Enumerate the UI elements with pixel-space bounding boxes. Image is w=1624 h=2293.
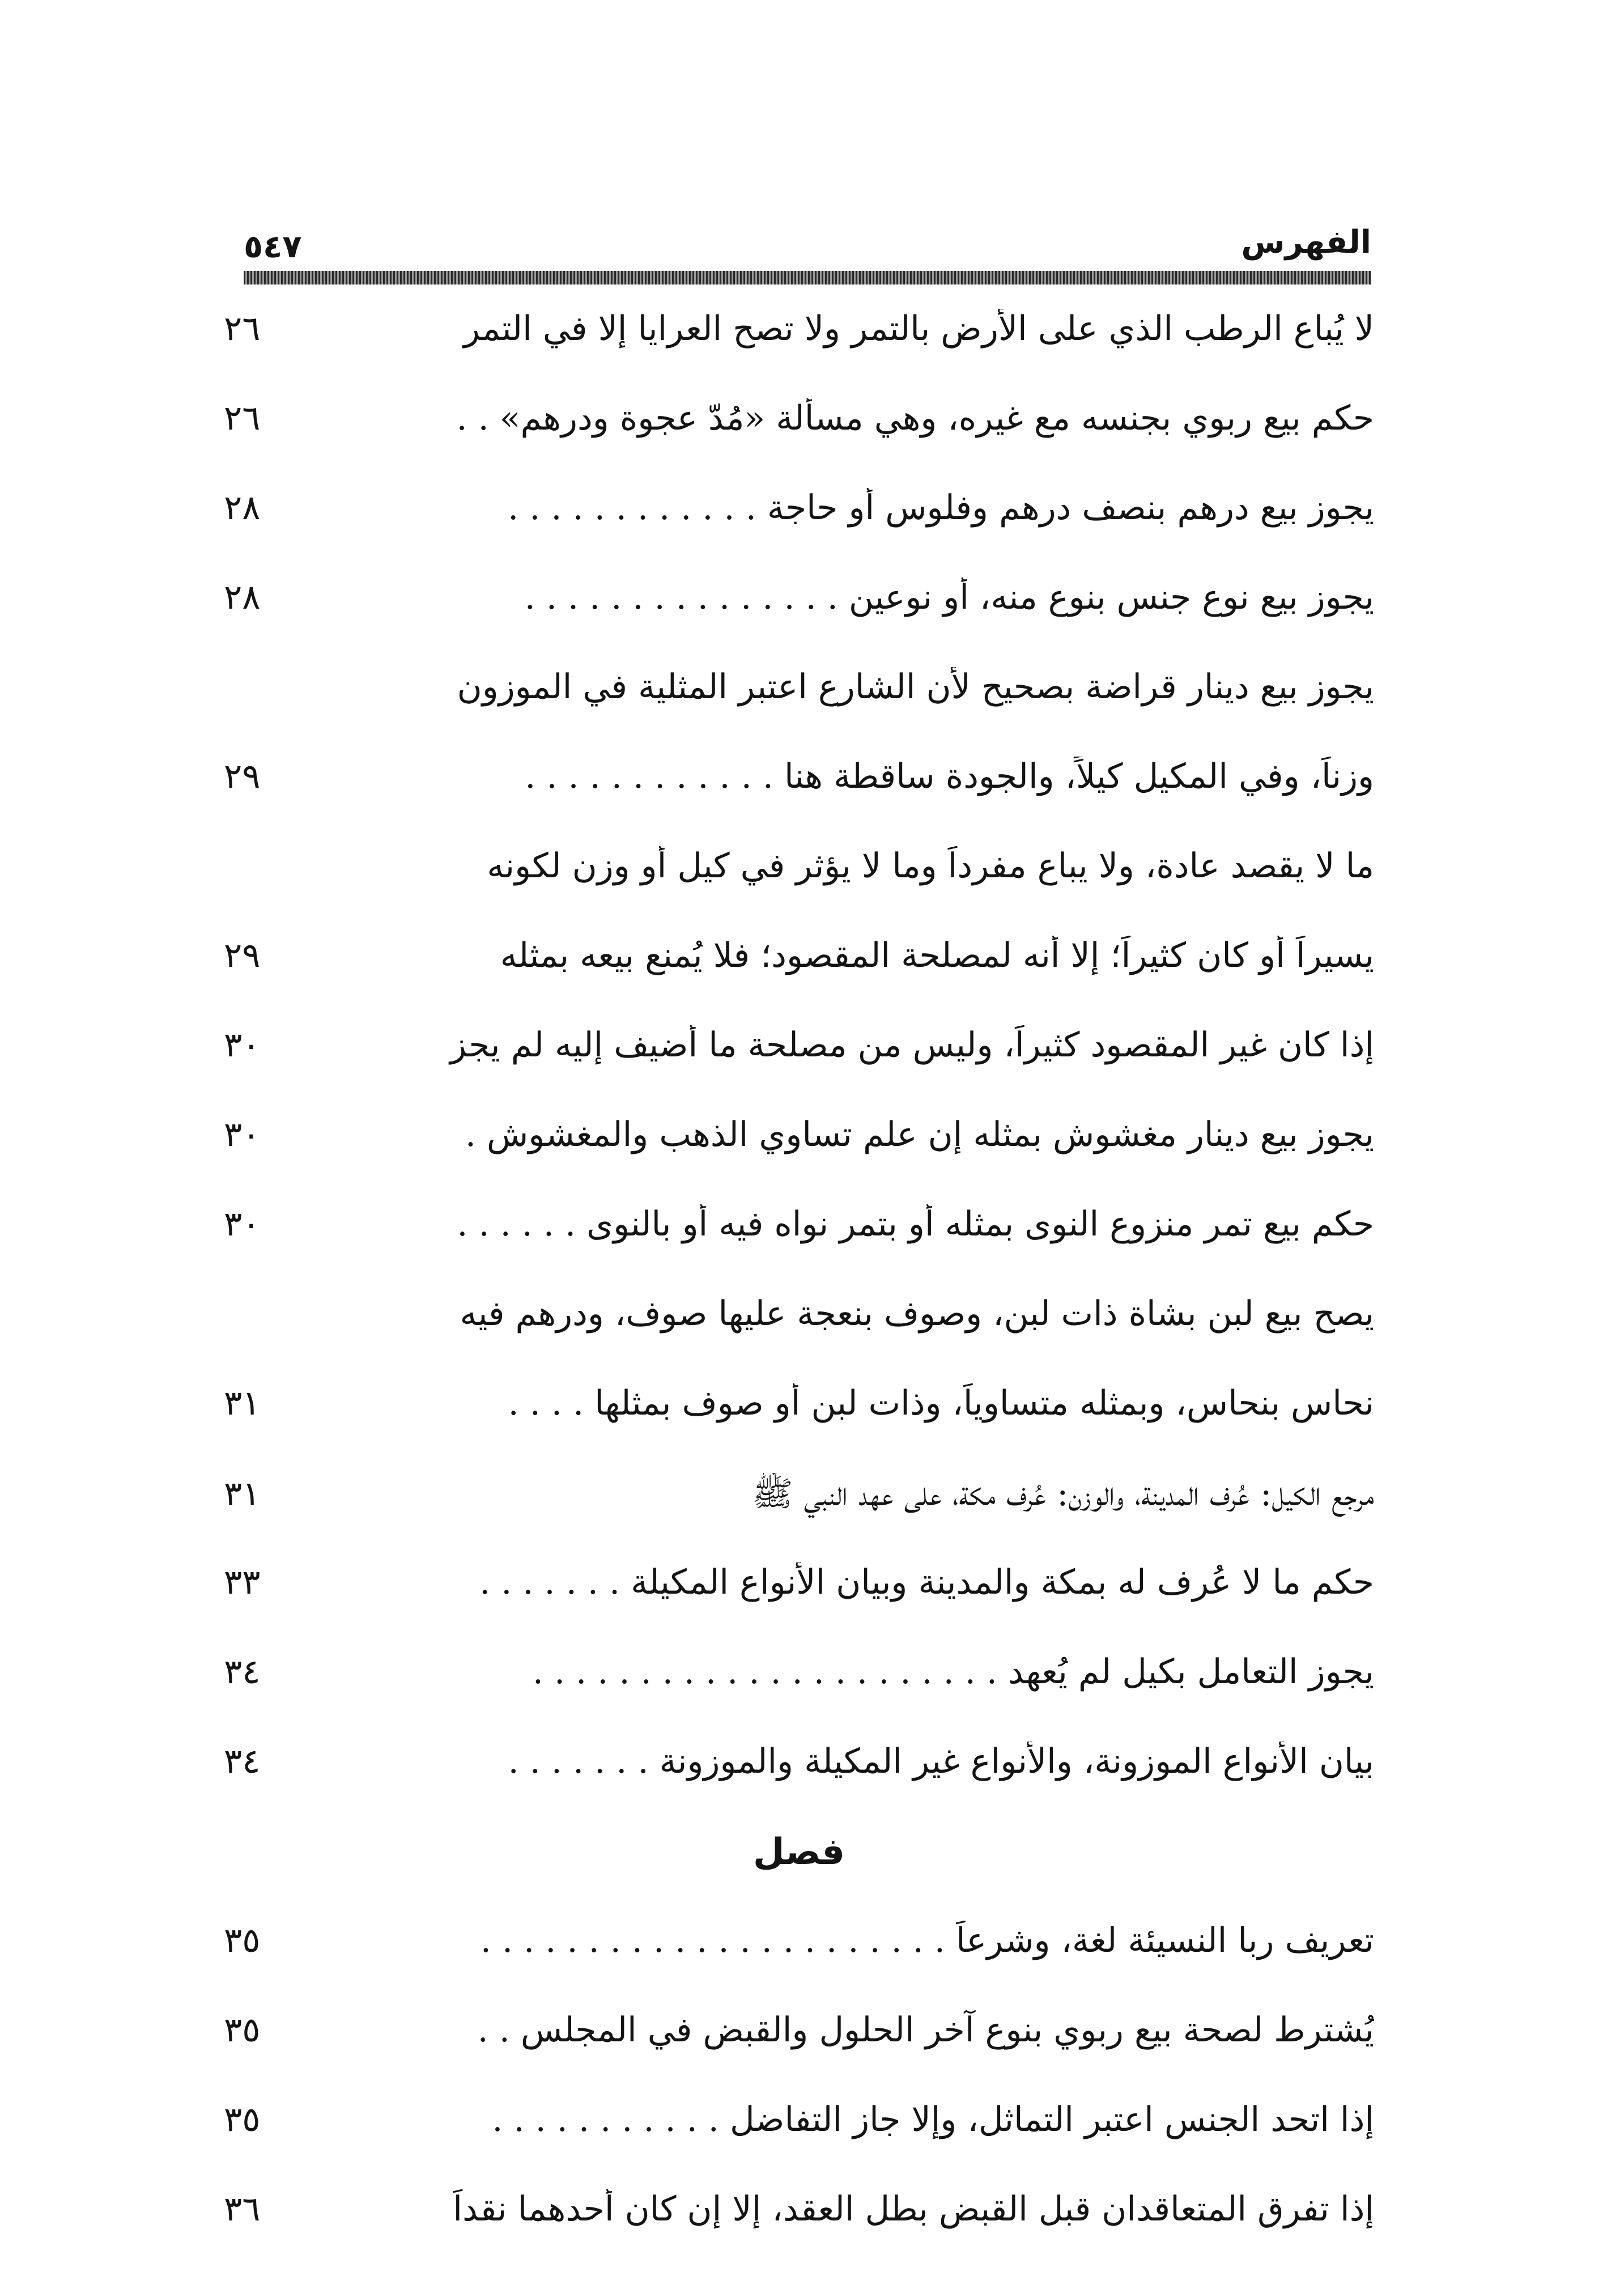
toc-page-number: ٣٥	[224, 2100, 261, 2139]
toc-entry	[224, 2100, 1374, 2189]
toc-entry-text: يصح بيع لبن بشاة ذات لبن، وصوف بنعجة عليها صوف، ودرهم فيه	[460, 1294, 1374, 1334]
toc-entry-text: إذا اتحد الجنس اعتبر التماثل، وإلا جاز التفاضل . . . . . . . . . . .	[492, 2100, 1374, 2139]
toc-entry-text: لا يُباع الرطب الذي على الأرض بالتمر ولا تصح العرايا إلا في التمر	[463, 309, 1374, 349]
toc-entry-text: حكم بيع ربوي بجنسه مع غيره، وهي مسألة «مُدّ عجوة ودرهم» . .	[456, 398, 1374, 438]
section-title: الفهرس	[1241, 224, 1371, 261]
toc-page-number: ٢٩	[224, 757, 261, 796]
toc-page-number: ٢٨	[224, 488, 261, 528]
toc-entry	[224, 1921, 1374, 2010]
toc-entry	[224, 1652, 1374, 1742]
header-rule	[244, 271, 1371, 284]
toc-page-number: ٢٦	[224, 309, 261, 349]
toc-entry-text: مرجع الكيل: عُرف المدينة، والوزن: عُرف مكة، على عهد النبي ﷺ	[751, 1474, 1374, 1514]
toc-page-number: ٣٤	[224, 1742, 261, 1781]
toc-entry-text: حكم ما لا عُرف له بمكة والمدينة وبيان الأنواع المكيلة . . . . . . .	[479, 1562, 1374, 1602]
toc-entry-text: بيان الأنواع الموزونة، والأنواع غير المكيلة والموزونة . . . . . . .	[508, 1742, 1374, 1781]
section-heading: فصل	[753, 1831, 845, 1873]
toc-entry-text: تعريف ربا النسيئة لغة، وشرعاً . . . . . . . . . . . . . . . . . . . . . .	[480, 1921, 1374, 1960]
toc-entry-text: حكم بيع تمر منزوع النوى بمثله أو بتمر نواه فيه أو بالنوى . . . . . .	[457, 1204, 1374, 1244]
toc-page-number: ٣١	[224, 1383, 261, 1423]
toc-page-number: ٣٠	[224, 1115, 261, 1154]
toc-entry-text: ما لا يقصد عادة، ولا يباع مفرداً وما لا يؤثر في كيل أو وزن لكونه	[487, 846, 1374, 886]
toc-entry-text: يجوز بيع نوع جنس بنوع منه، أو نوعين . . . . . . . . . . . . . . .	[524, 578, 1374, 617]
toc-entry-text: إذا تفرق المتعاقدان قبل القبض بطل العقد، إلا إن كان أحدهما نقداً	[453, 2189, 1374, 2229]
toc-entry	[224, 398, 1374, 488]
page-number: ٥٤٧	[244, 228, 302, 265]
toc-entry	[224, 1383, 1374, 1473]
toc-entry	[224, 1294, 1374, 1383]
section-heading-row	[224, 1831, 1374, 1921]
page-header	[244, 224, 1371, 269]
toc-page-number: ٣٥	[224, 2010, 261, 2050]
toc-entry	[224, 846, 1374, 936]
toc-entry	[224, 667, 1374, 757]
toc-page-number: ٣٠	[224, 1025, 261, 1065]
toc-entry-text: يجوز بيع درهم بنصف درهم وفلوس أو حاجة . . . . . . . . . . . .	[508, 488, 1374, 528]
toc-entry	[224, 936, 1374, 1025]
toc-entry	[224, 578, 1374, 667]
toc-entry	[224, 488, 1374, 578]
toc-entry	[224, 309, 1374, 398]
toc-page-number: ٣٥	[224, 1921, 261, 1960]
table-of-contents	[224, 309, 1374, 2279]
toc-entry	[224, 1562, 1374, 1652]
toc-page-number: ٣٠	[224, 1204, 261, 1244]
toc-entry-text: يجوز بيع دينار قراضة بصحيح لأن الشارع اعتبر المثلية في الموزون	[457, 667, 1374, 707]
toc-entry	[224, 1204, 1374, 1294]
toc-page-number: ٢٦	[224, 398, 261, 438]
toc-entry	[224, 2189, 1374, 2279]
toc-page-number: ٢٨	[224, 578, 261, 617]
toc-entry-text: إذا كان غير المقصود كثيراً، وليس من مصلحة ما أضيف إليه لم يجز	[450, 1025, 1374, 1065]
toc-page-number: ٢٩	[224, 936, 261, 975]
toc-page-number: ٣٤	[224, 1652, 261, 1692]
toc-page-number: ٣١	[224, 1474, 261, 1514]
toc-page-number: ٣٣	[224, 1562, 261, 1602]
toc-entry-text: يجوز بيع دينار مغشوش بمثله إن علم تساوي الذهب والمغشوش .	[465, 1115, 1374, 1154]
toc-entry-text: نحاس بنحاس، وبمثله متساوياً، وذات لبن أو صوف بمثلها . . . .	[508, 1383, 1374, 1423]
toc-entry	[224, 1742, 1374, 1831]
toc-entry-text: وزناً، وفي المكيل كيلاً، والجودة ساقطة هنا . . . . . . . . . . . .	[525, 757, 1374, 796]
toc-entry-text: يجوز التعامل بكيل لم يُعهد . . . . . . . . . . . . . . . . . . . . . .	[532, 1652, 1374, 1692]
toc-page-number: ٣٦	[224, 2189, 261, 2229]
toc-entry	[224, 757, 1374, 846]
toc-entry-text: يسيراً أو كان كثيراً؛ إلا أنه لمصلحة المقصود؛ فلا يُمنع بيعه بمثله	[500, 936, 1374, 975]
toc-entry	[224, 1115, 1374, 1204]
toc-entry	[224, 2010, 1374, 2100]
toc-entry	[224, 1473, 1374, 1562]
toc-entry-text: يُشترط لصحة بيع ربوي بنوع آخر الحلول والقبض في المجلس . .	[477, 2010, 1374, 2050]
toc-entry	[224, 1025, 1374, 1115]
